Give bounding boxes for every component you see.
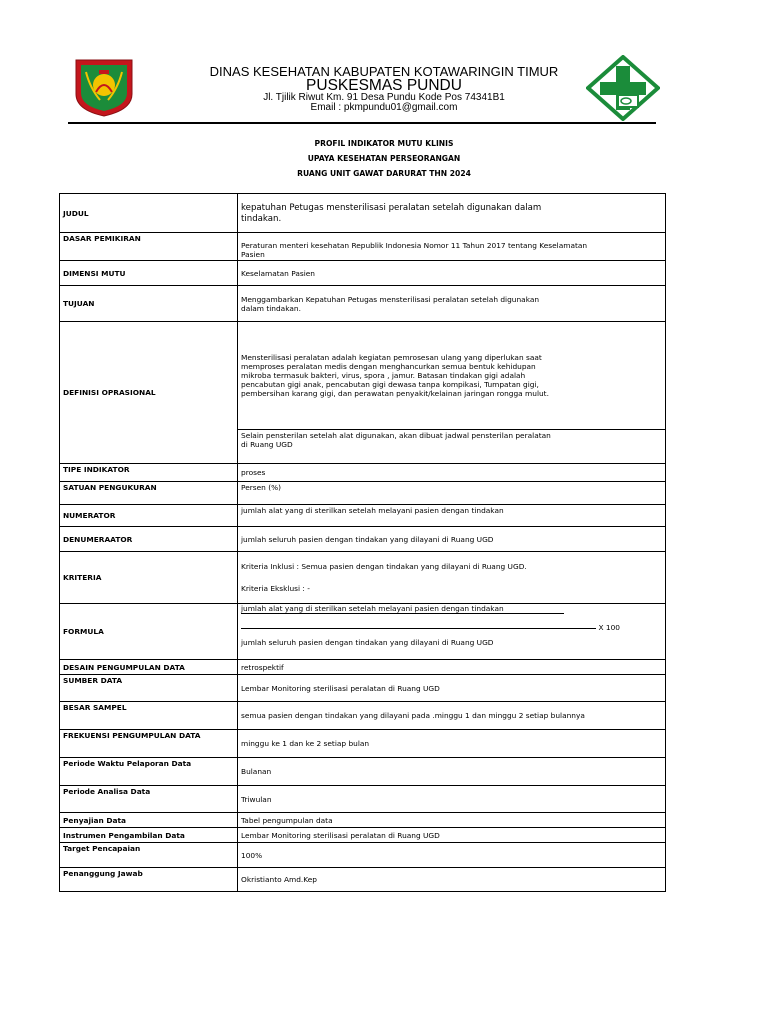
document-titles	[0, 136, 768, 181]
row-judul	[60, 194, 666, 233]
indicator-profile-table	[59, 193, 666, 892]
row-tujuan	[60, 286, 666, 322]
row-periode-pelaporan	[60, 758, 666, 786]
row-penyajian-data	[60, 813, 666, 828]
value-instrumen: Lembar Monitoring sterilisasi peralatan di Ruang UGD	[238, 828, 666, 843]
header-divider	[68, 122, 656, 124]
value-sumber-data: Lembar Monitoring sterilisasi peralatan di Ruang UGD	[238, 675, 666, 702]
value-kriteria	[238, 552, 666, 604]
label-penanggung-jawab: Penanggung Jawab	[60, 868, 238, 892]
formula-denominator: jumlah seluruh pasien dengan tindakan yang dilayani di Ruang UGD	[241, 638, 494, 647]
formula-multiplier: X 100	[598, 623, 620, 632]
row-frekuensi-pengumpulan	[60, 730, 666, 758]
title-line-2: UPAYA KESEHATAN PERSEORANGAN	[307, 154, 461, 163]
formula-fraction-bar	[241, 623, 662, 633]
title-line-3: RUANG UNIT GAWAT DARURAT THN 2024	[297, 169, 471, 178]
value-denumerator: jumlah seluruh pasien dengan tindakan yang dilayani di Ruang UGD	[238, 527, 666, 552]
label-target-pencapaian: Target Pencapaian	[60, 843, 238, 868]
row-periode-analisa	[60, 786, 666, 813]
formula-numerator: jumlah alat yang di sterilkan setelah melayani pasien dengan tindakan	[241, 605, 662, 614]
letterhead	[0, 0, 768, 130]
value-penyajian-data: Tabel pengumpulan data	[238, 813, 666, 828]
label-judul: JUDUL	[60, 194, 238, 233]
row-target-pencapaian	[60, 843, 666, 868]
value-periode-analisa: Triwulan	[238, 786, 666, 813]
label-frekuensi-pengumpulan: FREKUENSI PENGUMPULAN DATA	[60, 730, 238, 758]
title-line-1: PROFIL INDIKATOR MUTU KLINIS	[314, 139, 454, 148]
label-besar-sampel: BESAR SAMPEL	[60, 702, 238, 730]
institution-email: Email : pkmpundu01@gmail.com	[310, 102, 458, 113]
label-dasar-pemikiran: DASAR PEMIKIRAN	[60, 233, 238, 261]
value-besar-sampel: semua pasien dengan tindakan yang dilayani pada .minggu 1 dan minggu 2 setiap bulannya	[238, 702, 666, 730]
row-denumerator	[60, 527, 666, 552]
row-numerator	[60, 505, 666, 527]
label-numerator: NUMERATOR	[60, 505, 238, 527]
value-definisi-1: Mensterilisasi peralatan adalah kegiatan pemrosesan ulang yang diperlukan saat memproses peralatan medis dengan menghancurkan semua bentuk kehidupan mikroba termasuk bakteri, virus, spora , jamur. Batasan tindakan gigi adalah pencabutan gigi anak, pencabutan gigi dewasa tanpa kompikasi, Tumpatan gigi, pembersihan karang gigi, dan perawatan penyakit/kelainan jaringan rongga mulut.	[238, 322, 666, 430]
label-instrumen: Instrumen Pengambilan Data	[60, 828, 238, 843]
row-dasar-pemikiran	[60, 233, 666, 261]
value-frekuensi-pengumpulan: minggu ke 1 dan ke 2 setiap bulan	[238, 730, 666, 758]
value-target-pencapaian: 100%	[238, 843, 666, 868]
label-periode-analisa: Periode Analisa Data	[60, 786, 238, 813]
label-penyajian-data: Penyajian Data	[60, 813, 238, 828]
label-kriteria: KRITERIA	[60, 552, 238, 604]
value-tujuan: Menggambarkan Kepatuhan Petugas mensterilisasi peralatan setelah digunakan dalam tindakan.	[238, 286, 666, 322]
row-penanggung-jawab	[60, 868, 666, 892]
label-periode-pelaporan: Periode Waktu Pelaporan Data	[60, 758, 238, 786]
institution-address: Jl. Tjilik Riwut Km. 91 Desa Pundu Kode Pos 74341B1	[263, 92, 505, 103]
value-desain-pengumpulan: retrospektif	[238, 660, 666, 675]
value-definisi-2: Selain pensterilan setelah alat digunakan, akan dibuat jadwal pensterilan peralatan di Ruang UGD	[238, 430, 666, 464]
value-dasar-pemikiran: Peraturan menteri kesehatan Republik Indonesia Nomor 11 Tahun 2017 tentang Keselamatan Pasien	[238, 233, 666, 261]
value-numerator: jumlah alat yang di sterilkan setelah melayani pasien dengan tindakan	[238, 505, 666, 527]
kriteria-eksklusi: Kriteria Eksklusi : -	[241, 584, 310, 593]
row-formula	[60, 604, 666, 660]
kriteria-inklusi: Kriteria Inklusi : Semua pasien dengan tindakan yang dilayani di Ruang UGD.	[241, 562, 527, 571]
row-dimensi-mutu	[60, 261, 666, 286]
value-formula	[238, 604, 666, 660]
label-desain-pengumpulan: DESAIN PENGUMPULAN DATA	[60, 660, 238, 675]
puskesmas-logo-icon	[586, 55, 660, 121]
row-kriteria	[60, 552, 666, 604]
value-periode-pelaporan: Bulanan	[238, 758, 666, 786]
row-tipe-indikator	[60, 464, 666, 482]
label-dimensi-mutu: DIMENSI MUTU	[60, 261, 238, 286]
row-definisi-oprasional	[60, 322, 666, 430]
agency-name: DINAS KESEHATAN KABUPATEN KOTAWARINGIN TIMUR	[209, 64, 559, 79]
institution-name: PUSKESMAS PUNDU	[306, 77, 462, 94]
row-besar-sampel	[60, 702, 666, 730]
row-desain-pengumpulan	[60, 660, 666, 675]
label-tujuan: TUJUAN	[60, 286, 238, 322]
value-satuan-pengukuran: Persen (%)	[238, 482, 666, 505]
value-penanggung-jawab: Okristianto Amd.Kep	[238, 868, 666, 892]
label-denumerator: DENUMERAATOR	[60, 527, 238, 552]
value-judul: kepatuhan Petugas mensterilisasi peralatan setelah digunakan dalam tindakan.	[238, 194, 666, 233]
row-sumber-data	[60, 675, 666, 702]
row-instrumen	[60, 828, 666, 843]
value-dimensi-mutu: Keselamatan Pasien	[238, 261, 666, 286]
label-formula: FORMULA	[60, 604, 238, 660]
label-tipe-indikator: TIPE INDIKATOR	[60, 464, 238, 482]
row-satuan-pengukuran	[60, 482, 666, 505]
label-definisi-oprasional: DEFINISI OPRASIONAL	[60, 322, 238, 464]
value-tipe-indikator: proses	[238, 464, 666, 482]
label-satuan-pengukuran: SATUAN PENGUKURAN	[60, 482, 238, 505]
label-sumber-data: SUMBER DATA	[60, 675, 238, 702]
